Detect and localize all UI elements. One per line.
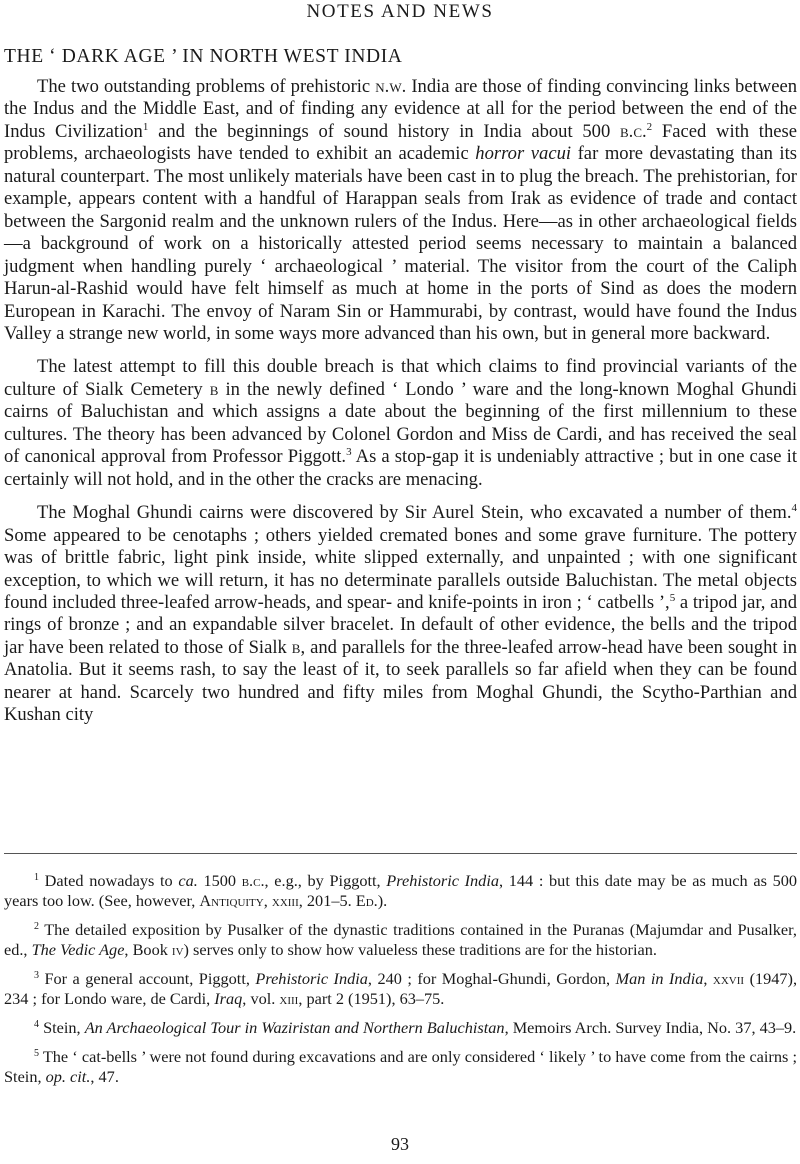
italic-run: Prehistoric India [255,969,368,988]
text-run: , 144 : but this date may be as much as 500 years too low. (See, however, [4,871,797,910]
text-run: , e.g., by Piggott, [264,871,387,890]
footnote-ref-1[interactable]: 1 [142,120,149,133]
small-caps-run: iv [171,940,184,959]
text-run: The latest attempt to fill this double breach is that which claims to find provincial variants of the culture of Sialk Cemetery [4,356,797,400]
text-run: (1947), 234 ; for Londo ware, de Cardi, [4,969,798,1008]
text-run: and the beginnings of sound history in India about 500 [148,120,621,142]
italic-run: An Archaeological Tour in Waziristan and Northern Baluchistan [84,1018,505,1037]
paragraph-2 [4,356,797,491]
small-caps-run: b [291,636,301,658]
page-number: 93 [391,1134,409,1154]
text-run: , 201–5. [298,891,356,910]
italic-run: The Vedic Age [31,940,125,959]
text-run: As a stop-gap it is undeniably attractive ; but in one case it certainly will not hold, and in the other the cracks are menacing. [4,446,797,490]
footnote-ref-5[interactable]: 5 [669,591,676,604]
text-run: 1500 [197,871,242,890]
small-caps-run: b [209,378,219,400]
text-run: Faced with these problems, archaeologists have tended to exhibit an academic [4,120,798,165]
text-run: , 240 ; for Moghal-Ghundi, Gordon, [367,969,616,988]
footnote-divider [4,853,797,854]
italic-run: horror vacui [475,143,572,165]
text-run: , [703,969,713,988]
footnote-number: 2 [34,921,39,932]
text-run: , Memoirs Arch. Survey India, No. 37, 43–9. [504,1018,797,1037]
footnote-number: 5 [34,1048,39,1059]
footnote-2 [4,920,797,960]
text-run: The ‘ cat-bells ’ were not found during excavations and are only considered ‘ likely ’ to have come from the cairns ; Stein, [4,1047,797,1086]
footnote-ref-3[interactable]: 3 [346,446,352,459]
text-run: , part 2 (1951), 63–75. [298,989,445,1008]
small-caps-run: b.c. [241,871,265,890]
footnote-number: 3 [34,970,39,981]
footnote-ref-2[interactable]: 2 [646,120,653,133]
italic-run: Iraq [214,989,243,1008]
text-run: Stein, [39,1018,85,1037]
italic-run: Prehistoric India [386,871,499,890]
small-caps-run: xxvii [712,969,745,988]
text-run: India are those of finding convincing links between the Indus and the Middle East, and of finding any evidence at all for the period between the end of the Indus Civilization [4,76,797,142]
text-run: ). [377,891,388,910]
text-run: , and parallels for the three-leafed arrow-head have been sought in Anatolia. But it seems rash, to say the least of it, to seek parallels so far afield when they can be found nearer at hand. Scarcely two hundred and fifty miles from Moghal Ghundi, the Scytho-Parthian and Kushan city [4,636,797,726]
paragraph-3 [4,502,797,727]
text-run: The Moghal Ghundi cairns were discovered by Sir Aurel Stein, who excavated a number of them. [37,502,792,524]
text-run: Dated nowadays to [39,871,179,890]
text-run: a tripod jar, and rings of bronze ; and an expandable silver bracelet. In default of other evidence, the bells and the tripod jar have been related to those of Sialk [4,591,797,658]
footnote-number: 4 [34,1019,39,1030]
text-run: ) serves only to show how valueless these traditions are for the historian. [183,940,657,959]
paragraph-1 [4,76,797,345]
text-run: , 47. [90,1067,119,1086]
footnote-4 [4,1018,797,1038]
text-run: The two outstanding problems of prehistoric [37,76,376,97]
small-caps-run: Antiquity [199,891,264,910]
footnote-3 [4,969,797,1009]
text-run: far more devastating than its natural counterpart. The most unlikely materials have been cast in to plug the breach. The prehistorian, for example, appears content with a handful of Harappan seals from Irak as evidence of trade and contact between the Sargonid realm and the unknown rulers of the Indus. Here—as in other archaeological fields—a background of work on a historically attested period seems necessary to maintain a balanced judgment when handling purely ‘ archaeological ’ material. The visitor from the court of the Caliph Harun-al-Rashid would have felt himself as much at home in the ports of Sind as does the modern European in Karachi. The envoy of Naram Sin or Hammurabi, by contrast, would have found the Indus Valley a strange new world, in some ways more advanced than his own, but in general more backward. [4,143,798,344]
italic-run: Man in India [615,969,704,988]
small-caps-run: b.c. [620,120,647,142]
article-title: THE ‘ DARK AGE ’ IN NORTH WEST INDIA [4,46,403,67]
small-caps-run: xxiii [271,891,299,910]
footnotes [4,871,797,1096]
running-head: NOTES AND NEWS [306,1,494,22]
footnote-5 [4,1047,797,1087]
text-run: , [263,891,272,910]
text-run: , vol. [242,989,280,1008]
footnote-ref-4[interactable]: 4 [791,502,797,515]
italic-run: ca. [178,871,198,890]
footnote-number: 1 [34,872,39,883]
article-body [4,76,797,738]
text-run: , Book [124,940,172,959]
small-caps-run: Ed. [355,891,378,910]
footnote-1 [4,871,797,911]
text-run: For a general account, Piggott, [39,969,256,988]
text-run: in the newly defined ‘ Londo ’ ware and the long-known Moghal Ghundi cairns of Baluchistan and which assigns a date about the beginning of the first millennium to these cultures. The theory has been advanced by Colonel Gordon and Miss de Cardi, and has received the seal of canonical approval from Professor Piggott. [4,378,797,468]
italic-run: op. cit. [45,1067,91,1086]
text-run: Some appeared to be cenotaphs ; others yielded cremated bones and some grave furniture. The pottery was of brittle fabric, light pink inside, white slipped externally, and unpainted ; with one significant exception, to which we will return, it has no determinate parallels outside Baluchistan. The metal objects found included three-leafed arrow-heads, and spear- and knife-points in iron ; ‘ catbells ’, [4,524,797,613]
small-caps-run: n.w. [375,76,407,97]
text-run: The detailed exposition by Pusalker of the dynastic traditions contained in the Puranas (Majumdar and Pusalker, ed., [4,920,797,959]
small-caps-run: xiii [279,989,299,1008]
